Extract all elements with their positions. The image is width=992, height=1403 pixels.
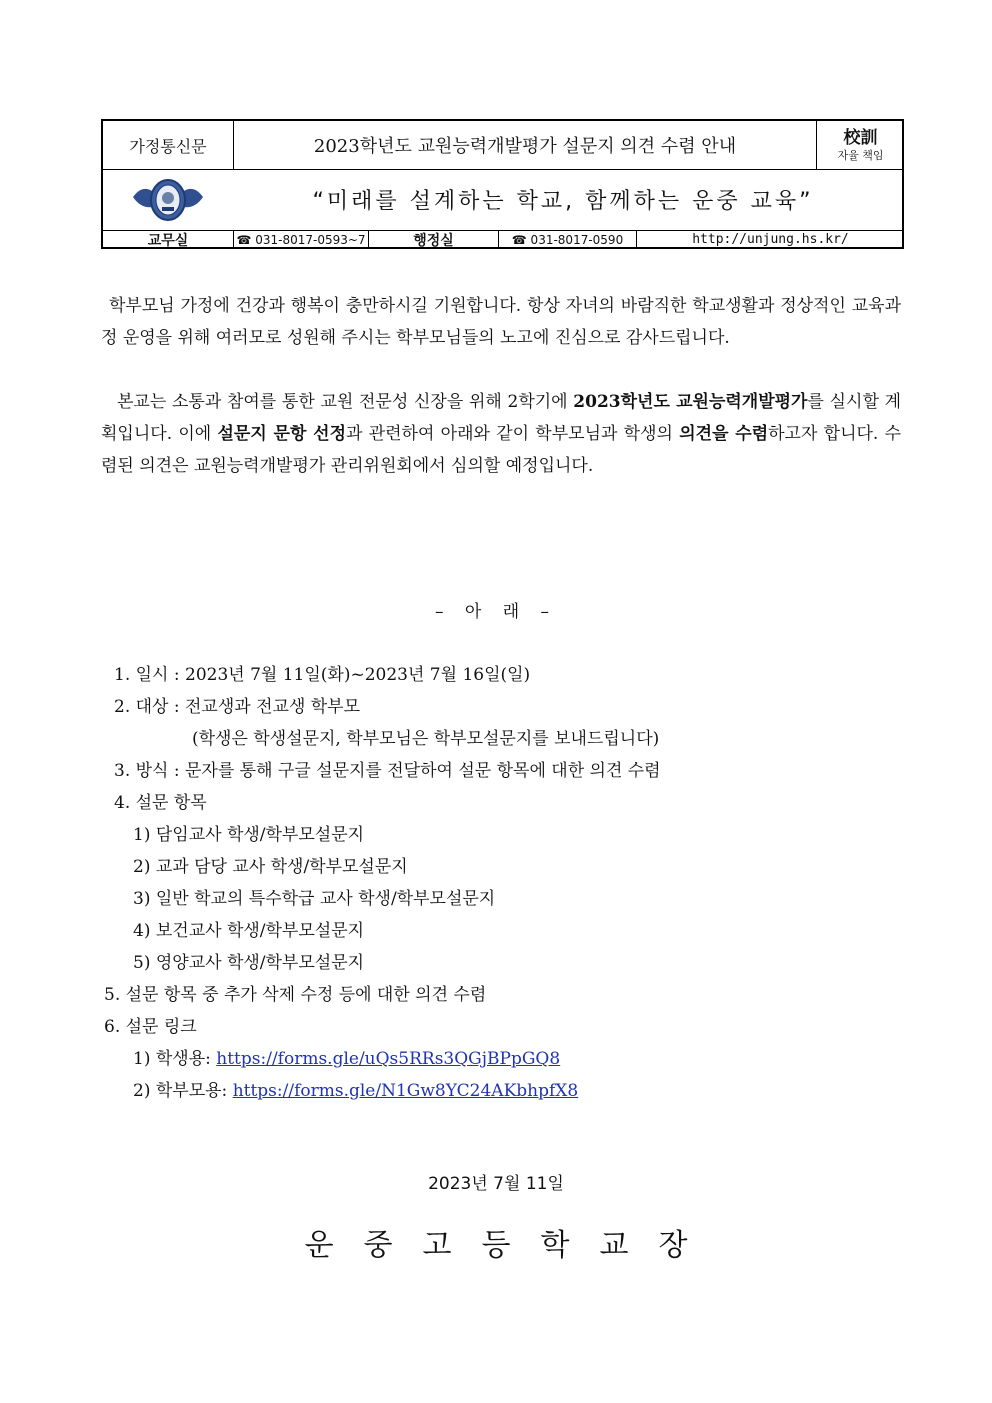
purpose-emphasis-2: 설문지 문항 선정 <box>217 424 347 444</box>
parent-link-label: 2) 학부모용: <box>133 1081 228 1101</box>
greeting-paragraph: 학부모님 가정에 건강과 행복이 충만하시길 기원합니다. 항상 자녀의 바람직한 학교생활과 정상적인 교육과정 운영을 위해 여러모로 성원해 주시는 학부모님들의 노고에 진심으로 감사드립니다. <box>101 296 901 348</box>
purpose-text-4: 하고자 합니다. 수렴된 의견은 교원능력개발평가 관리위원회에서 심의할 예정입니다. <box>101 424 902 476</box>
letterhead-row-title <box>103 121 902 170</box>
item-method: 3. 방식 : 문자를 통해 구글 설문지를 전달하여 설문 항목에 대한 의견 수렴 <box>114 761 661 781</box>
motto-text: 자율 책임 <box>837 148 884 162</box>
notice-heading: – 아 래 – <box>434 602 558 622</box>
school-motto <box>816 121 904 169</box>
purpose-text-3: 과 관련하여 아래와 같이 학부모님과 학생의 <box>346 424 680 444</box>
purpose-text-2: 를 실시할 계획입니다. 이에 <box>101 392 902 444</box>
document-date: 2023년 7월 11일 <box>428 1174 564 1194</box>
office2-phone: ☎ 031-8017-0590 <box>498 230 636 249</box>
signer-name: 운중고등학교장 <box>304 1228 718 1263</box>
survey-item-special-class: 3) 일반 학교의 특수학급 교사 학생/학부모설문지 <box>133 889 496 909</box>
motto-title: 校訓 <box>843 127 878 148</box>
item-target: 2. 대상 : 전교생과 전교생 학부모 <box>114 697 361 717</box>
purpose-emphasis-3: 의견을 수렴 <box>679 424 769 444</box>
parent-survey-link[interactable]: https://forms.gle/N1Gw8YC24AKbhpfX8 <box>232 1081 579 1101</box>
letterhead-table <box>101 119 904 249</box>
survey-item-health: 4) 보건교사 학생/학부모설문지 <box>133 921 365 941</box>
office2-label: 행정실 <box>368 230 498 249</box>
student-survey-link[interactable]: https://forms.gle/uQs5RRs3QGjBPpGQ8 <box>216 1049 561 1069</box>
survey-item-subject: 2) 교과 담당 교사 학생/학부모설문지 <box>133 857 408 877</box>
doc-category: 가정통신문 <box>129 136 207 156</box>
item-target-note: (학생은 학생설문지, 학부모님은 학부모설문지를 보내드립니다) <box>192 729 660 749</box>
survey-item-homeroom: 1) 담임교사 학생/학부모설문지 <box>133 825 365 845</box>
purpose-paragraph <box>101 386 901 482</box>
item-survey-items: 4. 설문 항목 <box>114 793 207 813</box>
student-link-row <box>133 1043 560 1075</box>
letterhead-row-contacts <box>103 230 902 249</box>
doc-title: 2023학년도 교원능력개발평가 설문지 의견 수렴 안내 <box>233 121 816 169</box>
survey-item-nutrition: 5) 영양교사 학생/학부모설문지 <box>133 953 365 973</box>
office1-label: 교무실 <box>147 232 189 249</box>
item-schedule: 1. 일시 : 2023년 7월 11일(화)~2023년 7월 16일(일) <box>114 665 531 685</box>
school-emblem-icon <box>129 175 207 225</box>
item-survey-links: 6. 설문 링크 <box>104 1017 197 1037</box>
school-website-link[interactable]: http://unjung.hs.kr/ <box>636 230 904 249</box>
office1-phone: ☎ 031-8017-0593~7 <box>233 230 368 249</box>
item-opinion: 5. 설문 항목 중 추가 삭제 수정 등에 대한 의견 수렴 <box>104 985 487 1005</box>
school-slogan: “미래를 설계하는 학교, 함께하는 운중 교육” <box>312 189 814 214</box>
parent-link-row <box>133 1075 578 1107</box>
letterhead-row-slogan <box>103 169 902 231</box>
student-link-label: 1) 학생용: <box>133 1049 211 1069</box>
purpose-emphasis-1: 2023학년도 교원능력개발평가 <box>573 392 808 412</box>
purpose-text-1: 본교는 소통과 참여를 통한 교원 전문성 신장을 위해 2학기에 <box>117 392 574 412</box>
